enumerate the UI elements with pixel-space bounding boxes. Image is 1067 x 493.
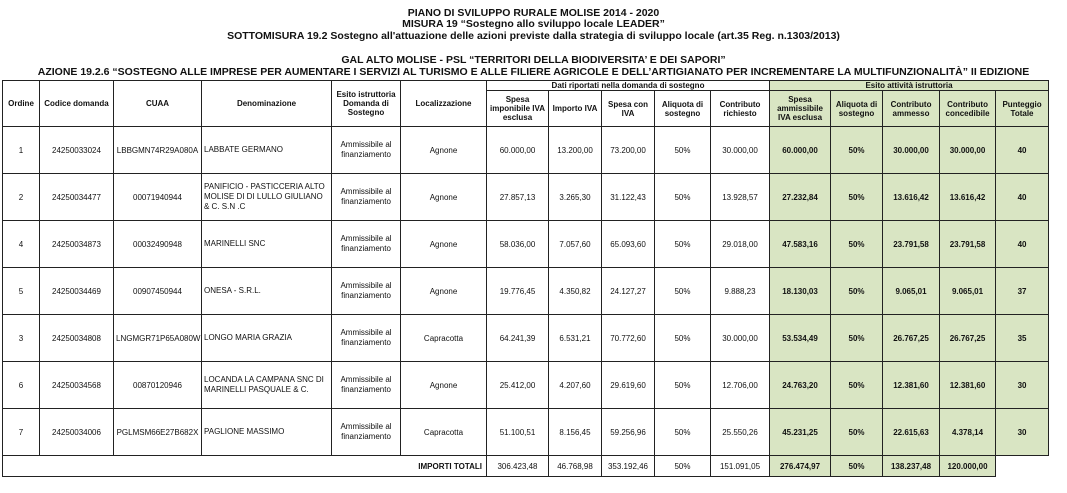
cell-spesa-ammissibile: 18.130,03 xyxy=(770,268,831,315)
cell-importo-iva: 6.531,21 xyxy=(549,315,602,362)
ranking-table xyxy=(2,80,1066,477)
cell-aliquota: 50% xyxy=(655,127,711,174)
cell-contributo-ammesso: 13.616,42 xyxy=(883,174,940,221)
cell-denominazione: ONESA - S.R.L. xyxy=(202,268,332,315)
total-spesa: 306.423,48 xyxy=(487,456,549,477)
cell-aliquota-esito: 50% xyxy=(831,315,883,362)
cell-esito: Ammissibile al finanziamento xyxy=(332,127,401,174)
col-contributo-ammesso: Contributo ammesso xyxy=(883,91,940,127)
cell-contributo-richiesto: 13.928,57 xyxy=(711,174,770,221)
cell-codice: 24250034873 xyxy=(40,221,114,268)
table-row xyxy=(3,409,1066,456)
cell-contributo-richiesto: 9.888,23 xyxy=(711,268,770,315)
totals-row xyxy=(3,456,1066,477)
cell-denominazione: LABBATE GERMANO xyxy=(202,127,332,174)
cell-spesa-imponibile: 64.241,39 xyxy=(487,315,549,362)
cell-localizzazione: Agnone xyxy=(401,127,487,174)
row-gutter xyxy=(1049,127,1066,174)
cell-aliquota-esito: 50% xyxy=(831,409,883,456)
col-spesa-imponibile: Spesa imponibile IVA esclusa xyxy=(487,91,549,127)
cell-spesa-imponibile: 25.412,00 xyxy=(487,362,549,409)
cell-spesa-con-iva: 29.619,60 xyxy=(602,362,655,409)
cell-spesa-ammissibile: 24.763,20 xyxy=(770,362,831,409)
cell-cuaa: LBBGMN74R29A080A xyxy=(114,127,202,174)
row-gutter xyxy=(1049,268,1066,315)
cell-importo-iva: 8.156,45 xyxy=(549,409,602,456)
total-gutter xyxy=(1049,456,1066,477)
cell-codice: 24250034469 xyxy=(40,268,114,315)
table-row xyxy=(3,221,1066,268)
col-localizzazione: Localizzazione xyxy=(401,81,487,127)
row-gutter xyxy=(1049,362,1066,409)
cell-esito: Ammissibile al finanziamento xyxy=(332,174,401,221)
total-con-iva: 353.192,46 xyxy=(602,456,655,477)
gal-title: GAL ALTO MOLISE - PSL “TERRITORI DELLA BIODIVERSITA’ E DEI SAPORI” xyxy=(341,54,726,66)
col-esito-istruttoria: Esito istruttoria Domanda di Sostegno xyxy=(332,81,401,127)
cell-aliquota-esito: 50% xyxy=(831,127,883,174)
totals-label: IMPORTI TOTALI xyxy=(3,456,487,477)
cell-denominazione: LOCANDA LA CAMPANA SNC DI MARINELLI PASQUALE & C. xyxy=(202,362,332,409)
total-aliquota: 50% xyxy=(655,456,711,477)
total-spesa-ammissibile: 276.474,97 xyxy=(770,456,831,477)
table-row xyxy=(3,362,1066,409)
cell-cuaa: 00907450944 xyxy=(114,268,202,315)
measure-title: MISURA 19 “Sostegno allo sviluppo locale LEADER” xyxy=(402,18,665,30)
cell-localizzazione: Agnone xyxy=(401,362,487,409)
cell-contributo-richiesto: 25.550,26 xyxy=(711,409,770,456)
cell-spesa-con-iva: 31.122,43 xyxy=(602,174,655,221)
cell-contributo-richiesto: 30.000,00 xyxy=(711,127,770,174)
cell-aliquota: 50% xyxy=(655,221,711,268)
cell-contributo-richiesto: 30.000,00 xyxy=(711,315,770,362)
col-contributo-richiesto: Contributo richiesto xyxy=(711,91,770,127)
cell-spesa-ammissibile: 53.534,49 xyxy=(770,315,831,362)
total-contributo-concedibile: 120.000,00 xyxy=(940,456,996,477)
cell-ordine: 4 xyxy=(3,221,40,268)
table-row xyxy=(3,315,1066,362)
col-contributo-concedibile: Contributo concedibile xyxy=(940,91,996,127)
row-gutter xyxy=(1049,221,1066,268)
group-esito-attivita: Esito attività istruttoria xyxy=(770,81,1049,91)
cell-aliquota-esito: 50% xyxy=(831,268,883,315)
cell-spesa-con-iva: 73.200,00 xyxy=(602,127,655,174)
cell-contributo-concedibile: 23.791,58 xyxy=(940,221,996,268)
cell-contributo-concedibile: 4.378,14 xyxy=(940,409,996,456)
cell-spesa-ammissibile: 45.231,25 xyxy=(770,409,831,456)
cell-contributo-ammesso: 23.791,58 xyxy=(883,221,940,268)
cell-ordine: 1 xyxy=(3,127,40,174)
cell-contributo-concedibile: 9.065,01 xyxy=(940,268,996,315)
cell-esito: Ammissibile al finanziamento xyxy=(332,221,401,268)
cell-contributo-concedibile: 12.381,60 xyxy=(940,362,996,409)
col-aliquota: Aliquota di sostegno xyxy=(655,91,711,127)
cell-aliquota: 50% xyxy=(655,409,711,456)
cell-importo-iva: 4.207,60 xyxy=(549,362,602,409)
cell-spesa-con-iva: 70.772,60 xyxy=(602,315,655,362)
cell-punteggio: 37 xyxy=(996,268,1049,315)
cell-aliquota: 50% xyxy=(655,315,711,362)
cell-localizzazione: Agnone xyxy=(401,221,487,268)
cell-spesa-ammissibile: 27.232,84 xyxy=(770,174,831,221)
col-importo-iva: Importo IVA xyxy=(549,91,602,127)
cell-ordine: 6 xyxy=(3,362,40,409)
cell-localizzazione: Agnone xyxy=(401,174,487,221)
col-denominazione: Denominazione xyxy=(202,81,332,127)
cell-contributo-ammesso: 9.065,01 xyxy=(883,268,940,315)
cell-spesa-ammissibile: 60.000,00 xyxy=(770,127,831,174)
cell-denominazione: PAGLIONE MASSIMO xyxy=(202,409,332,456)
row-gutter xyxy=(1049,174,1066,221)
cell-punteggio: 30 xyxy=(996,362,1049,409)
cell-spesa-imponibile: 51.100,51 xyxy=(487,409,549,456)
cell-spesa-imponibile: 58.036,00 xyxy=(487,221,549,268)
cell-codice: 24250034808 xyxy=(40,315,114,362)
cell-contributo-ammesso: 22.615,63 xyxy=(883,409,940,456)
col-punteggio: Punteggio Totale xyxy=(996,91,1049,127)
cell-cuaa: 00870120946 xyxy=(114,362,202,409)
cell-cuaa: LNGMGR71P65A080W xyxy=(114,315,202,362)
cell-ordine: 7 xyxy=(3,409,40,456)
cell-localizzazione: Capracotta xyxy=(401,315,487,362)
col-spesa-con-iva: Spesa con IVA xyxy=(602,91,655,127)
cell-punteggio: 40 xyxy=(996,221,1049,268)
cell-denominazione: MARINELLI SNC xyxy=(202,221,332,268)
cell-codice: 24250034568 xyxy=(40,362,114,409)
col-aliquota-esito: Aliquota di sostegno xyxy=(831,91,883,127)
cell-importo-iva: 7.057,60 xyxy=(549,221,602,268)
col-cuaa: CUAA xyxy=(114,81,202,127)
cell-denominazione: PANIFICIO - PASTICCERIA ALTO MOLISE DI DI LULLO GIULIANO & C. S.N .C xyxy=(202,174,332,221)
cell-aliquota-esito: 50% xyxy=(831,221,883,268)
cell-punteggio: 40 xyxy=(996,127,1049,174)
total-empty xyxy=(996,456,1049,477)
cell-spesa-con-iva: 24.127,27 xyxy=(602,268,655,315)
cell-spesa-imponibile: 27.857,13 xyxy=(487,174,549,221)
row-gutter xyxy=(1049,315,1066,362)
cell-aliquota: 50% xyxy=(655,174,711,221)
table-row xyxy=(3,268,1066,315)
cell-spesa-con-iva: 59.256,96 xyxy=(602,409,655,456)
cell-contributo-concedibile: 26.767,25 xyxy=(940,315,996,362)
cell-ordine: 2 xyxy=(3,174,40,221)
cell-spesa-imponibile: 19.776,45 xyxy=(487,268,549,315)
cell-localizzazione: Agnone xyxy=(401,268,487,315)
col-codice-domanda: Codice domanda xyxy=(40,81,114,127)
cell-importo-iva: 13.200,00 xyxy=(549,127,602,174)
right-gutter xyxy=(1049,81,1066,127)
cell-contributo-richiesto: 12.706,00 xyxy=(711,362,770,409)
cell-aliquota-esito: 50% xyxy=(831,362,883,409)
total-contributo-ammesso: 138.237,48 xyxy=(883,456,940,477)
cell-localizzazione: Capracotta xyxy=(401,409,487,456)
cell-punteggio: 35 xyxy=(996,315,1049,362)
cell-importo-iva: 4.350,82 xyxy=(549,268,602,315)
cell-importo-iva: 3.265,30 xyxy=(549,174,602,221)
col-spesa-ammissibile: Spesa ammissibile IVA esclusa xyxy=(770,91,831,127)
cell-contributo-concedibile: 13.616,42 xyxy=(940,174,996,221)
cell-contributo-richiesto: 29.018,00 xyxy=(711,221,770,268)
submeasure-title: SOTTOMISURA 19.2 Sostegno all'attuazione delle azioni previste dalla strategia di sviluppo locale (art.35 Reg. n.1303/2013) xyxy=(227,30,840,42)
cell-codice: 24250033024 xyxy=(40,127,114,174)
cell-spesa-ammissibile: 47.583,16 xyxy=(770,221,831,268)
cell-punteggio: 30 xyxy=(996,409,1049,456)
cell-esito: Ammissibile al finanziamento xyxy=(332,315,401,362)
cell-spesa-con-iva: 65.093,60 xyxy=(602,221,655,268)
cell-aliquota: 50% xyxy=(655,362,711,409)
cell-contributo-ammesso: 30.000,00 xyxy=(883,127,940,174)
cell-contributo-concedibile: 30.000,00 xyxy=(940,127,996,174)
cell-esito: Ammissibile al finanziamento xyxy=(332,268,401,315)
cell-punteggio: 40 xyxy=(996,174,1049,221)
cell-aliquota-esito: 50% xyxy=(831,174,883,221)
group-dati-domanda: Dati riportati nella domanda di sostegno xyxy=(487,81,770,91)
cell-cuaa: 00071940944 xyxy=(114,174,202,221)
col-ordine: Ordine xyxy=(3,81,40,127)
cell-ordine: 5 xyxy=(3,268,40,315)
cell-ordine: 3 xyxy=(3,315,40,362)
cell-contributo-ammesso: 26.767,25 xyxy=(883,315,940,362)
total-iva: 46.768,98 xyxy=(549,456,602,477)
cell-esito: Ammissibile al finanziamento xyxy=(332,409,401,456)
cell-aliquota: 50% xyxy=(655,268,711,315)
cell-spesa-imponibile: 60.000,00 xyxy=(487,127,549,174)
cell-contributo-ammesso: 12.381,60 xyxy=(883,362,940,409)
cell-cuaa: PGLMSM66E27B682X xyxy=(114,409,202,456)
total-aliquota-esito: 50% xyxy=(831,456,883,477)
cell-denominazione: LONGO MARIA GRAZIA xyxy=(202,315,332,362)
program-title: PIANO DI SVILUPPO RURALE MOLISE 2014 - 2020 xyxy=(407,7,660,19)
table-row xyxy=(3,174,1066,221)
cell-codice: 24250034477 xyxy=(40,174,114,221)
total-contributo: 151.091,05 xyxy=(711,456,770,477)
cell-codice: 24250034006 xyxy=(40,409,114,456)
row-gutter xyxy=(1049,409,1066,456)
table-row xyxy=(3,127,1066,174)
action-title: AZIONE 19.2.6 “SOSTEGNO ALLE IMPRESE PER AUMENTARE I SERVIZI AL TURISMO E ALLE FILIERE AGRICOLE E DELL’ARTIGIANATO PER INCREMENTARE LA MULTIFUNZIONALITÀ” II EDIZIONE xyxy=(37,66,1030,78)
cell-cuaa: 00032490948 xyxy=(114,221,202,268)
cell-esito: Ammissibile al finanziamento xyxy=(332,362,401,409)
